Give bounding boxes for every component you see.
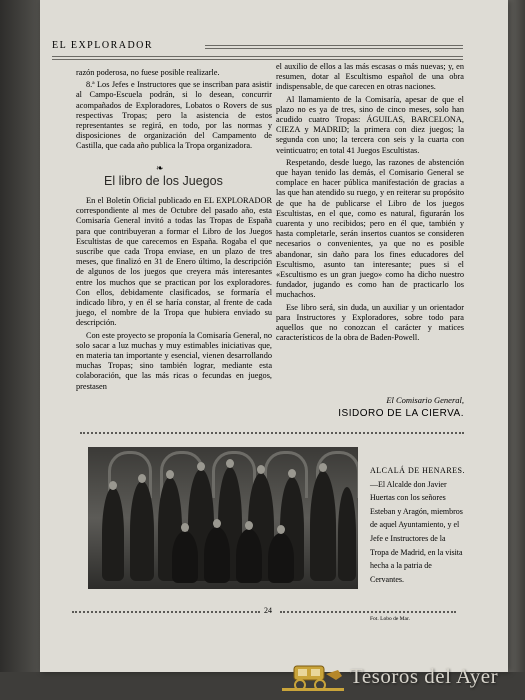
photo-caption [370, 464, 466, 586]
paragraph: 8.ª Los Jefes e Instructores que se inscriban para asistir al Campo-Escuela podrán, si lo desean, concurrir acompañados de Exploradores, Lobatos o Rovers de sus respectivas Tropas; pero la asistencia de estos representantes se regirá, en todo, por las normas y disposiciones de organización del Campamento de Castilla, que cada año publica la Tropa organizadora. [76, 80, 272, 151]
caption-text: —El Alcalde don Javier Huertas con los señores Esteban y Aragón, miembros de aquel Ayuntamiento, y el Jefe e Instructores de la Tropa de Madrid, en la visita hecha a la patria de Cervantes. [370, 479, 463, 584]
footer-rule-right [280, 611, 456, 613]
paragraph: En el Boletín Oficial publicado en EL EXPLORADOR correspondiente al mes de Octubre del pasado año, esta Comisaría General invitó a todas las Tropas de España para que contribuyeran a formar el Libro de los Juegos Escultistas de que carecemos en España. Rogaba el que suscribe que cada Tropa enviase, en un plazo de tres meses, que finalizó en 31 de Enero último, la descripción de algunos de los juegos que creyera más interesantes entre los muchos que se practican por los exploradores. Con ellos, debidamente clasificados, se formaría el indicado libro, y en él se haría constar, al frente de cada juego, el nombre de la Tropa que hubiera enviado su descripción. [76, 196, 272, 328]
watermark-text: Tesoros del Ayer [350, 664, 499, 688]
paragraph: Con este proyecto se proponía la Comisaría General, no solo sacar a luz muchas y muy estimables iniciativas que, en materia tan importante y esencial, vienen desarrollando muchas Tropas; sino también lograr, mediante esta colaboración, que las más ricas o fecundas en juegos, prestasen [76, 330, 272, 391]
photo-credit: Fot. Lobo de Mar. [370, 616, 410, 622]
left-column-top [76, 68, 272, 154]
left-column-section [76, 196, 272, 394]
background-left-edge [0, 0, 40, 700]
signature-role: El Comisario General, [386, 395, 464, 405]
paragraph: razón poderosa, no fuese posible realizarle. [76, 68, 220, 77]
signature-name: ISIDORO DE LA CIERVA. [338, 408, 464, 419]
right-column [276, 62, 464, 345]
running-title: EL EXPLORADOR [52, 40, 154, 51]
page-number: 24 [264, 606, 272, 615]
section-ornament: ❧ [156, 163, 164, 173]
section-title: El libro de los Juegos [104, 174, 223, 188]
section-divider [80, 432, 464, 434]
footer-rule-left [72, 611, 260, 613]
watermark [280, 658, 520, 698]
paragraph: Al llamamiento de la Comisaría, apesar de que el plazo no es ya de tres, sino de cinco meses, solo han acudido cuatro Tropas: ÁGUILAS, BARCELONA, CIEZA y MADRID; la primera con diez juegos; la segunda con uno; la tercera con seis y la cuarta con veinticuatro; en total 41 Juegos Escultistas. [276, 94, 464, 155]
header-rule [205, 45, 463, 49]
paragraph: el auxilio de ellos a las más escasas o más nuevas; y, en resumen, dotar al Escultismo español de una obra indispensable, de que carecen en otras naciones. [276, 62, 464, 92]
header-underline [52, 56, 463, 60]
caption-lead: ALCALÁ DE HENARES. [370, 466, 465, 475]
group-photograph [88, 447, 358, 589]
carriage-logo-icon [280, 660, 346, 692]
paragraph: Respetando, desde luego, las razones de abstención que hayan tenido las demás, el Comisario General se complace en hacer pública manifestación de gracias a las que han atendido su ruego, y en reiterar su propósito de que ha de publicarse el Libro de los juegos Escultistas, en el que, como es natural, figurarán los cuarenta y uno recibidos; pero en él que, también y hasta completarle, serán insertos cuantos se consideren necesarios o convenientes, ya que no es posible abandonar, sin daño para los fines educadores del Escultismo, asunto tan interesante; pues si el «Escultismo es un gran juego» como ha dicho nuestro fundador, jugando es como han de practicarlo los muchachos. [276, 157, 464, 300]
background-right-edge [505, 0, 525, 700]
paragraph: Ese libro será, sin duda, un auxiliar y un orientador para Instructores y Exploradores, sobre todo para aquellos que no conozcan el carácter y matices característicos de la obra de Baden-Powell. [276, 302, 464, 343]
signature-block [264, 394, 464, 420]
